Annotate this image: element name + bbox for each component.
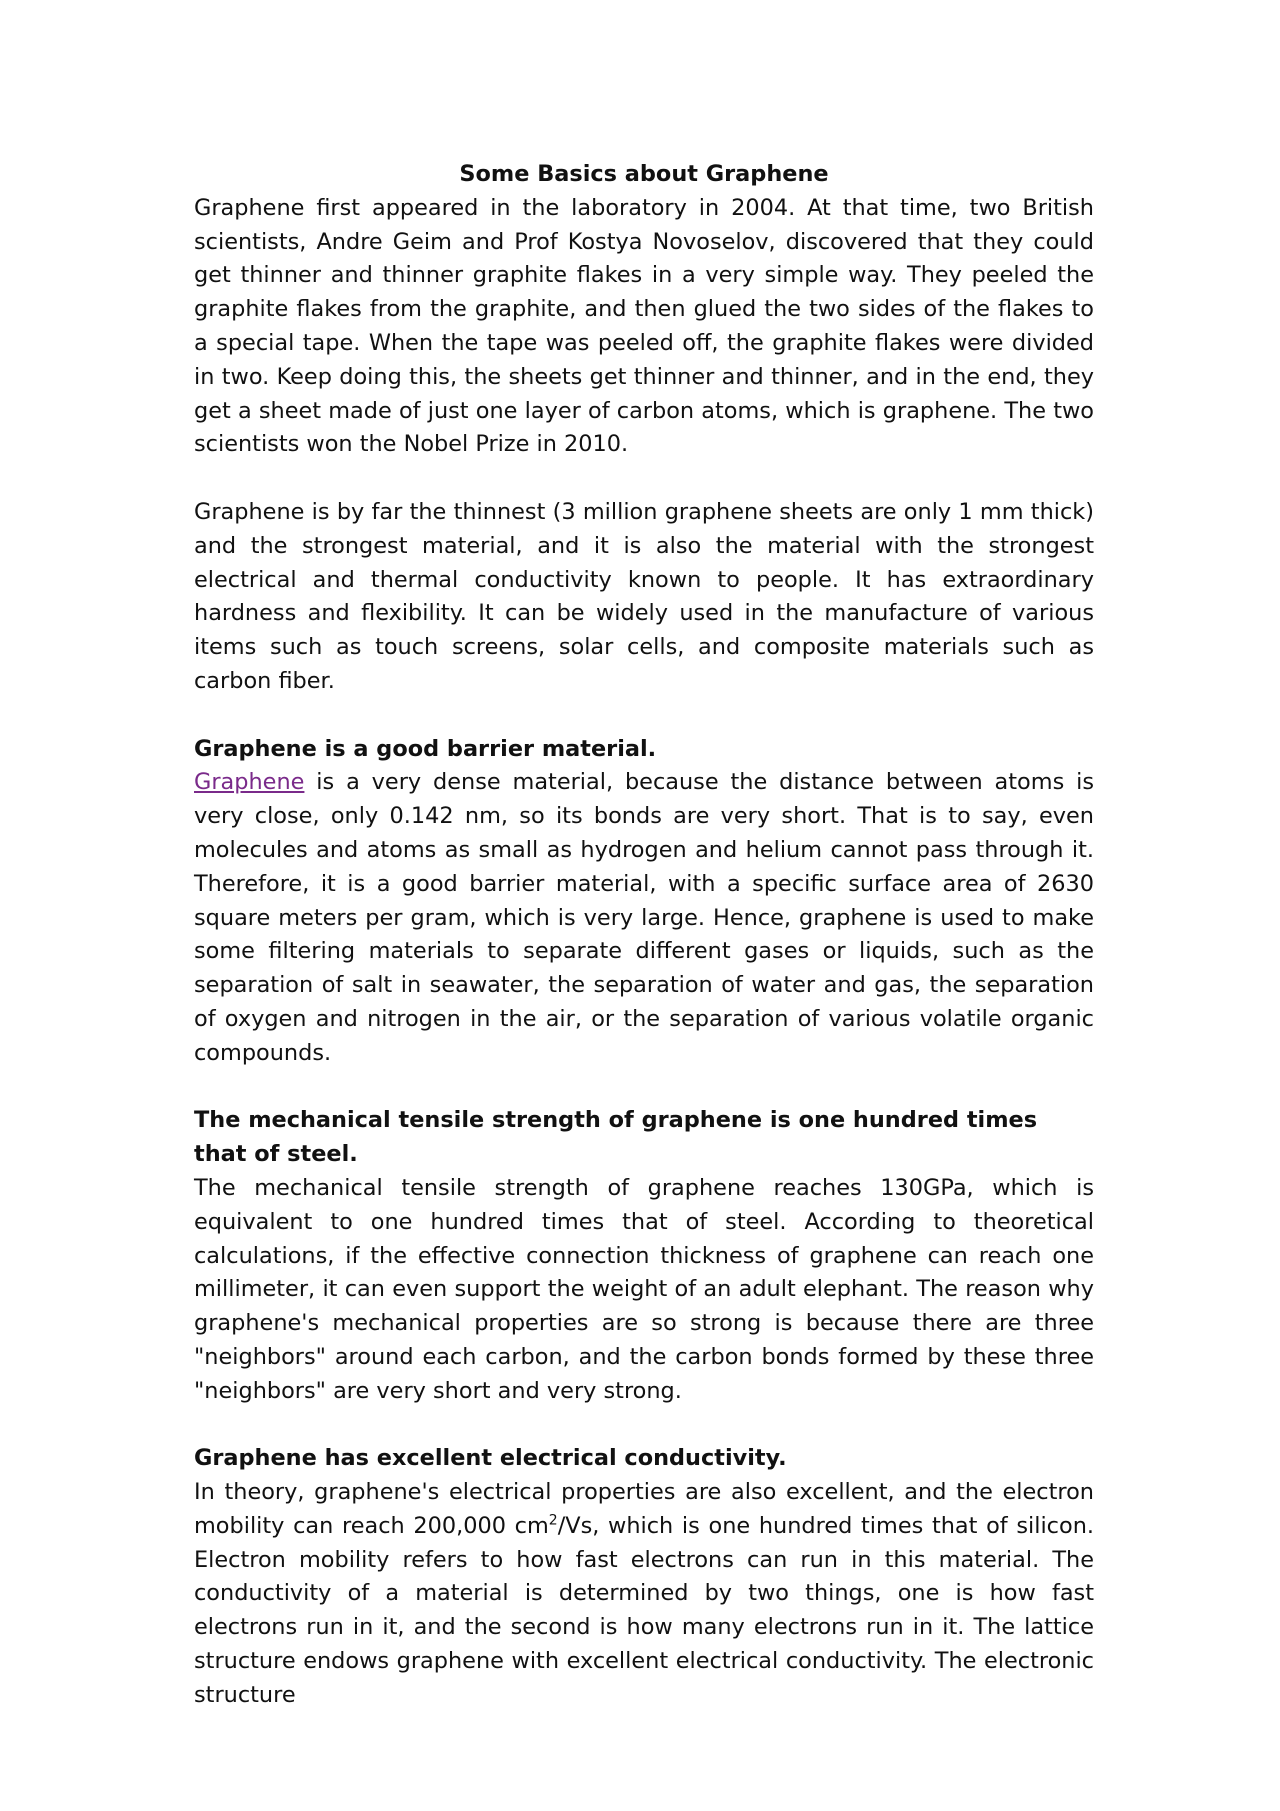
- barrier-body-text: is a very dense material, because the distance between atoms is very close, only 0.142 nm, so its bonds are very short. That is to say, even molecules and atoms as small as hydrogen and helium cannot pass through it. Therefore, it is a good barrier material, with a specific surface area of 2630 square meters per gram, which is very large. Hence, graphene is used to make some filtering materials to separate different gases or liquids, such as the separation of salt in seawater, the separation of water and gas, the separation of oxygen and nitrogen in the air, or the separation of various volatile organic compounds.: [194, 769, 1094, 1066]
- document-title: Some Basics about Graphene: [459, 161, 829, 187]
- strength-heading: The mechanical tensile strength of graphene is one hundred times that of steel.: [194, 1107, 1038, 1168]
- paragraph-spacer: [194, 1408, 1094, 1442]
- barrier-paragraph: [194, 766, 1094, 1070]
- document-page: [194, 158, 1094, 1713]
- paragraph-spacer: [194, 699, 1094, 733]
- paragraph-spacer: [194, 462, 1094, 496]
- strength-paragraph: The mechanical tensile strength of graphene reaches 130GPa, which is equivalent to one hundred times that of steel. According to theoretical calculations, if the effective connection thickness of graphene can reach one millimeter, it can even support the weight of an adult elephant. The reason why graphene's mechanical properties are so strong is because there are three "neighbors" around each carbon, and the carbon bonds formed by these three "neighbors" are very short and very strong.: [194, 1174, 1094, 1404]
- graphene-link[interactable]: Graphene: [194, 769, 305, 796]
- superscript-two: 2: [548, 1512, 558, 1529]
- conductivity-heading: Graphene has excellent electrical conductivity.: [194, 1445, 787, 1472]
- paragraph-spacer: [194, 1071, 1094, 1105]
- conductivity-body-end: /Vs, which is one hundred times that of silicon. Electron mobility refers to how fast electrons can run in this material. The conductivity of a material is determined by two things, one is how fast electrons run in it, and the second is how many electrons run in it. The lattice structure endows graphene with excellent electrical conductivity. The electronic structure: [194, 1512, 1094, 1708]
- intro-paragraph-2: Graphene is by far the thinnest (3 million graphene sheets are only 1 mm thick) and the strongest material, and it is also the material with the strongest electrical and thermal conductivity known to people. It has extraordinary hardness and flexibility. It can be widely used in the manufacture of various items such as touch screens, solar cells, and composite materials such as carbon fiber.: [194, 498, 1094, 694]
- barrier-heading: Graphene is a good barrier material.: [194, 735, 657, 762]
- intro-paragraph-1: Graphene first appeared in the laboratory in 2004. At that time, two British scientists, Andre Geim and Prof Kostya Novoselov, discovered that they could get thinner and thinner graphite flakes in a very simple way. They peeled the graphite flakes from the graphite, and then glued the two sides of the flakes to a special tape. When the tape was peeled off, the graphite flakes were divided in two. Keep doing this, the sheets get thinner and thinner, and in the end, they get a sheet made of just one layer of carbon atoms, which is graphene. The two scientists won the Nobel Prize in 2010.: [194, 194, 1094, 458]
- conductivity-body-start: In theory, graphene's electrical properties are also excellent, and the electron mobility can reach 200,000 cm: [194, 1479, 1094, 1539]
- conductivity-paragraph: [194, 1476, 1094, 1713]
